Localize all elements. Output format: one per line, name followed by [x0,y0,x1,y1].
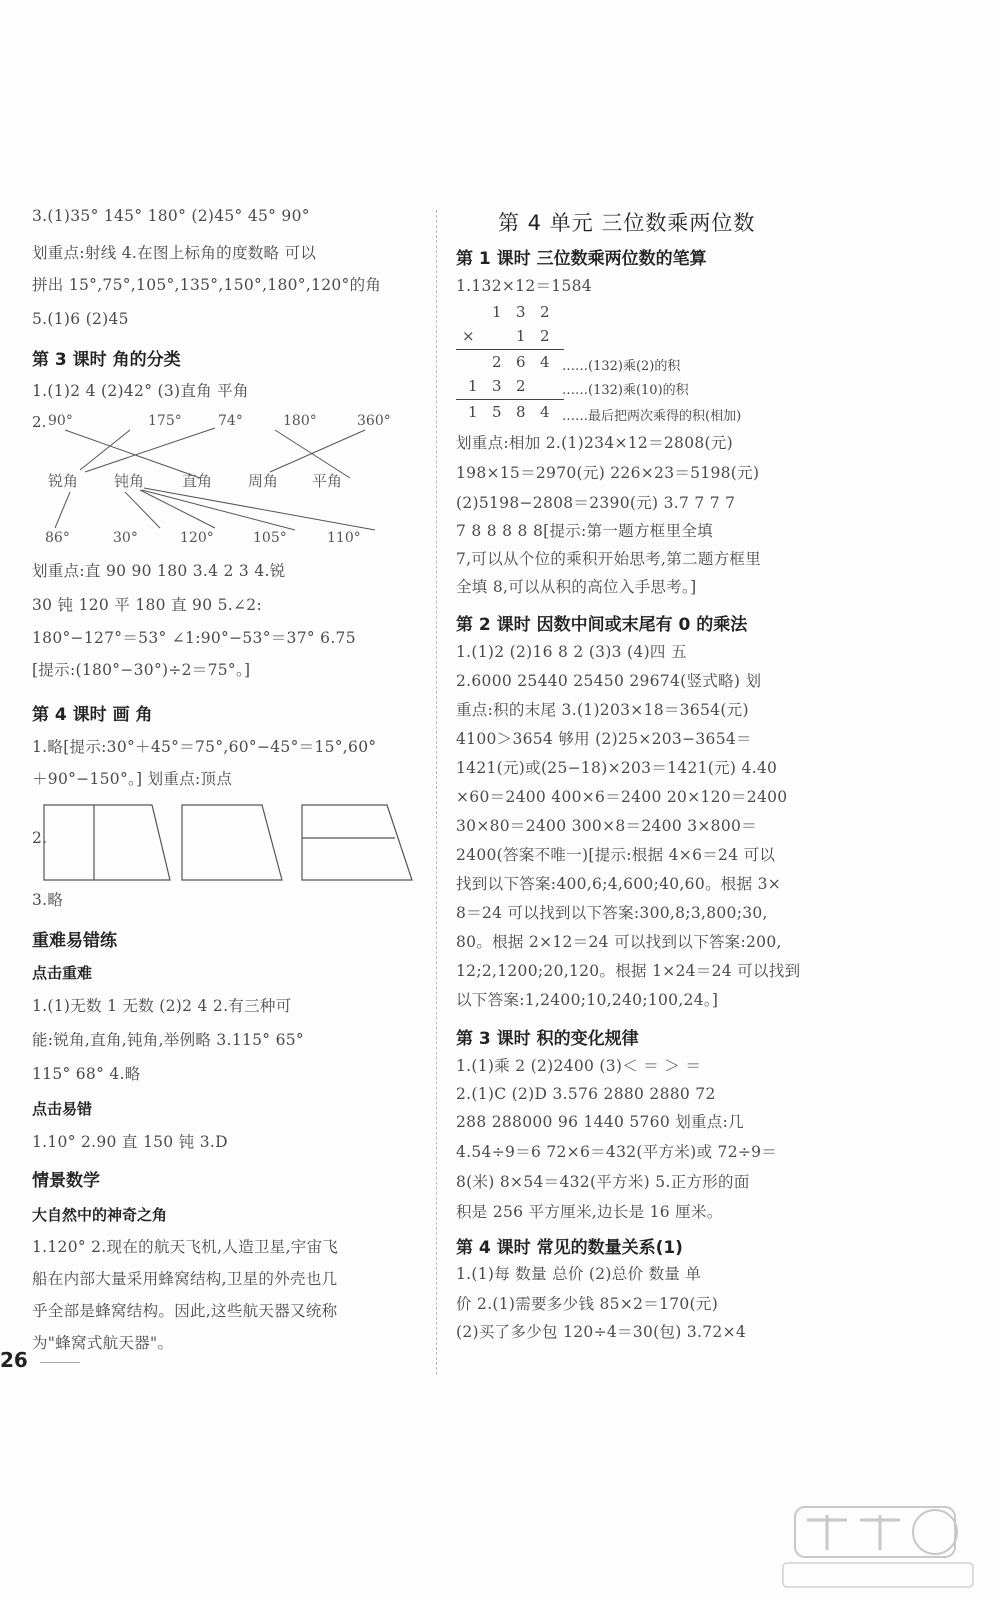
answer-line: 为"蜂窝式航天器"。 [32,1334,174,1352]
lesson-heading: 第 3 课时 角的分类 [32,350,181,370]
answer-line: 全填 8,可以从积的高位入手思考。] [456,578,697,596]
digit: 1 [516,327,526,345]
degree-label: 360° [357,413,391,429]
answer-line: 能:锐角,直角,钝角,举例略 3.115° 65° [32,1031,304,1049]
lesson-heading: 第 4 课时 常见的数量关系(1) [456,1238,683,1258]
degree-label: 175° [148,413,182,429]
degree-label: 30° [113,530,138,546]
step-note: ……(132)乘(2)的积 [562,359,681,374]
answer-line: ＋90°−150°。] 划重点:顶点 [32,770,233,788]
answer-line: 以下答案:1,2400;10,240;100,24。] [456,991,719,1009]
answer-line: 8(米) 8×54＝432(平方米) 5.正方形的面 [456,1173,750,1191]
matching-lines [30,410,420,555]
answer-line: 180°−127°＝53° ∠1:90°−53°＝37° 6.75 [32,629,356,647]
watermark-logo [775,1505,980,1594]
answer-line: 划重点:相加 2.(1)234×12＝2808(元) [456,434,734,452]
answer-line: 2. [32,829,48,847]
subsection-heading: 点击重难 [32,964,93,982]
answer-line: 3.(1)35° 145° 180° (2)45° 45° 90° [32,207,310,225]
question-number: 2. [32,413,47,431]
answer-line: 1.略[提示:30°＋45°＝75°,60°−45°＝15°,60° [32,738,377,756]
answer-line: 5.(1)6 (2)45 [32,310,129,328]
vertical-multiplication [456,303,846,428]
angle-type: 锐角 [48,472,79,490]
digit: 2 [540,303,550,321]
answer-line: 找到以下答案:400,6;4,600;40,60。根据 3× [456,875,782,893]
answer-line: 拼出 15°,75°,105°,135°,150°,180°,120°的角 [32,276,382,294]
answer-line: 3.略 [32,891,64,909]
digit: 1 [468,403,478,421]
digit: 8 [516,403,526,421]
page-number-rule [40,1362,80,1363]
angle-type: 平角 [312,472,343,490]
figure-3 [302,805,412,880]
answer-line: 30 钝 120 平 180 直 90 5.∠2: [32,596,262,614]
degree-label: 180° [283,413,317,429]
angle-type: 周角 [248,472,279,490]
page-number: 26 [0,1348,28,1372]
digit: 1 [492,303,502,321]
digit: 6 [516,353,526,371]
answer-line: 1.132×12＝1584 [456,277,592,295]
digit: 4 [540,403,550,421]
subsection-heading: 点击易错 [32,1100,93,1118]
answer-line: ×60＝2400 400×6＝2400 20×120＝2400 [456,788,788,806]
degree-label: 110° [327,530,361,546]
digit: 2 [540,327,550,345]
answer-line: 积是 256 平方厘米,边长是 16 厘米。 [456,1203,723,1221]
answer-line: 1421(元)或(25−18)×203＝1421(元) 4.40 [456,759,778,777]
answer-line: 1.(1)2 (2)16 8 2 (3)3 (4)四 五 [456,643,687,661]
answer-line: 115° 68° 4.略 [32,1065,141,1083]
answer-line: [提示:(180°−30°)÷2＝75°。] [32,661,251,679]
lesson-heading: 第 3 课时 积的变化规律 [456,1029,639,1049]
answer-line: 7 8 8 8 8 8[提示:第一题方框里全填 [456,522,713,540]
answer-line: 30×80＝2400 300×8＝2400 3×800＝ [456,817,757,835]
angle-matching-diagram [30,410,420,555]
answer-line: (2)买了多少包 120÷4＝30(包) 3.72×4 [456,1323,747,1341]
answer-line: 价 2.(1)需要多少钱 85×2＝170(元) [456,1295,719,1313]
angle-type: 直角 [182,472,213,490]
answer-line: 8＝24 可以找到以下答案:300,8;3,800;30, [456,904,768,922]
answer-line: 划重点:直 90 90 180 3.4 2 3 4.锐 [32,562,286,580]
answer-line: 4100＞3654 够用 (2)25×203−3654＝ [456,730,752,748]
digit: 2 [492,353,502,371]
watermark-icon [775,1505,980,1590]
digit: 1 [468,377,478,395]
degree-label: 120° [180,530,214,546]
angle-type: 钝角 [114,472,145,490]
digit: 3 [516,303,526,321]
digit: 3 [492,377,502,395]
degree-label: 86° [45,530,70,546]
lesson-heading: 第 2 课时 因数中间或末尾有 0 的乘法 [456,615,748,635]
answer-line: 2400(答案不唯一)[提示:根据 4×6＝24 可以 [456,846,776,864]
answer-line: 乎全部是蜂窝结构。因此,这些航天器又统称 [32,1302,338,1320]
column-divider [436,210,437,1375]
unit-title: 第 4 单元 三位数乘两位数 [498,211,756,235]
degree-label: 90° [48,413,73,429]
step-note: ……最后把两次乘得的积(相加) [562,409,742,424]
figure-2 [182,805,282,880]
answer-line: 1.10° 2.90 直 150 钝 3.D [32,1133,228,1151]
answer-line: 船在内部大量采用蜂窝结构,卫星的外壳也几 [32,1270,338,1288]
answer-line: 2.6000 25440 25450 29674(竖式略) 划 [456,672,762,690]
answer-line: 288 288000 96 1440 5760 划重点:几 [456,1113,744,1131]
answer-line: 划重点:射线 4.在图上标角的度数略 可以 [32,244,317,262]
rule [456,399,564,400]
times-sign: × [462,327,475,345]
figure-1 [44,805,170,880]
digit: 2 [516,377,526,395]
answer-line: 重点:积的末尾 3.(1)203×18＝3654(元) [456,701,749,719]
answer-line: 1.(1)乘 2 (2)2400 (3)＜ ＝ ＞ ＝ [456,1057,702,1075]
rule [456,349,564,350]
degree-label: 105° [253,530,287,546]
subsection-heading: 大自然中的神奇之角 [32,1206,168,1224]
answer-line: 1.(1)无数 1 无数 (2)2 4 2.有三种可 [32,997,292,1015]
answer-line: 198×15＝2970(元) 226×23＝5198(元) [456,464,760,482]
answer-line: 1.(1)每 数量 总价 (2)总价 数量 单 [456,1265,702,1283]
digit: 4 [540,353,550,371]
trapezoid-figures [42,800,422,890]
degree-label: 74° [218,413,243,429]
answer-line: 1.(1)2 4 (2)42° (3)直角 平角 [32,382,249,400]
answer-line: 4.54÷9＝6 72×6＝432(平方米)或 72÷9＝ [456,1143,778,1161]
lesson-heading: 第 4 课时 画 角 [32,705,153,725]
digit: 5 [492,403,502,421]
answer-line: 80。根据 2×12＝24 可以找到以下答案:200, [456,933,782,951]
section-heading: 重难易错练 [32,931,117,951]
step-note: ……(132)乘(10)的积 [562,383,689,398]
answer-line: (2)5198−2808＝2390(元) 3.7 7 7 7 [456,494,736,512]
answer-line: 12;2,1200;20,120。根据 1×24＝24 可以找到 [456,962,801,980]
answer-line: 7,可以从个位的乘积开始思考,第二题方框里 [456,550,762,568]
answer-line: 2.(1)C (2)D 3.576 2880 2880 72 [456,1085,716,1103]
section-heading: 情景数学 [32,1171,100,1191]
lesson-heading: 第 1 课时 三位数乘两位数的笔算 [456,249,707,269]
answer-line: 1.120° 2.现在的航天飞机,人造卫星,宇宙飞 [32,1238,339,1256]
